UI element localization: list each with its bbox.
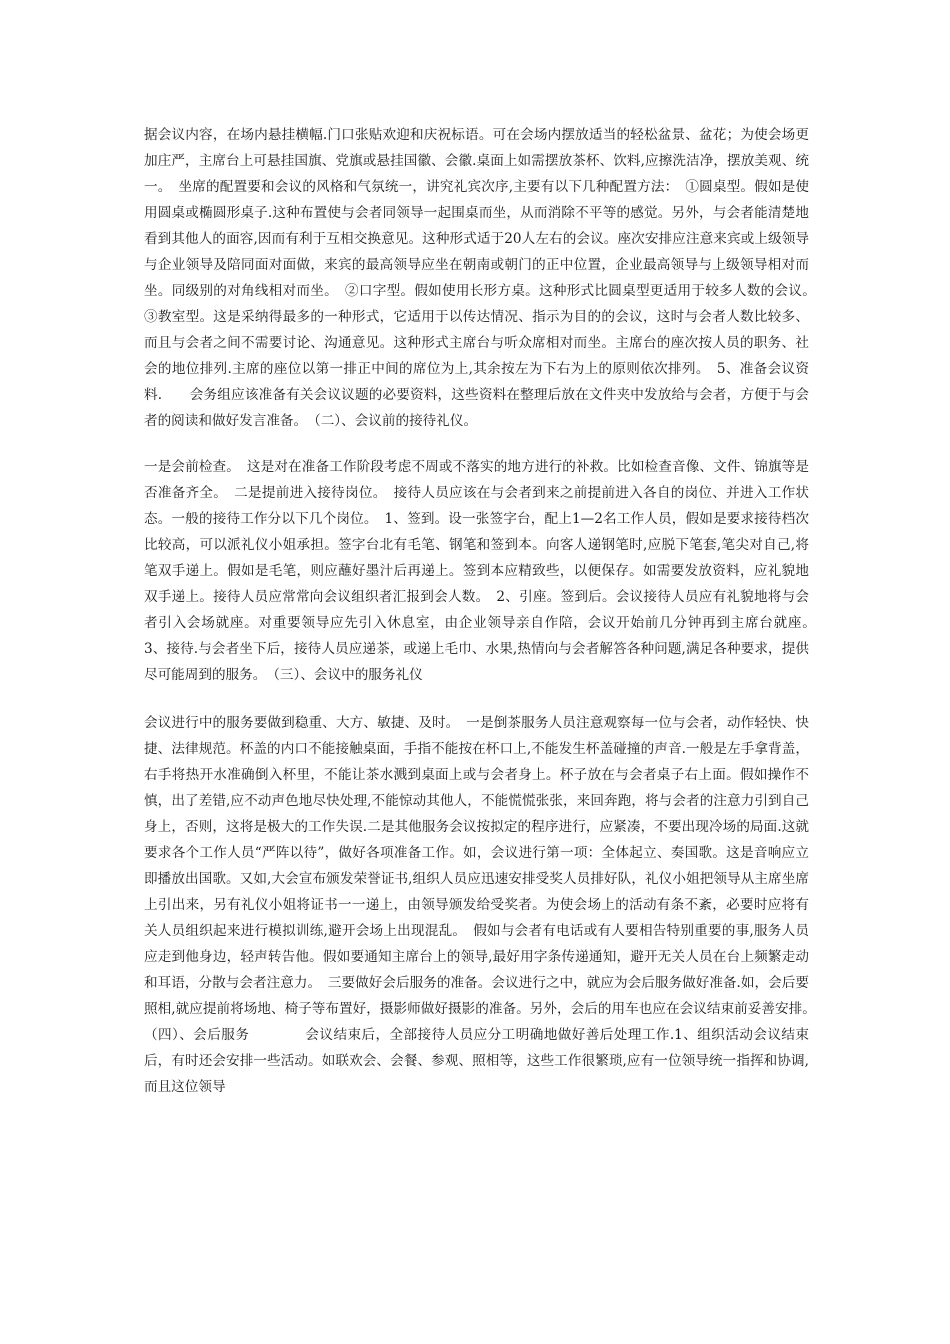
- paragraph-meeting-preparation: 据会议内容，在场内悬挂横幅.门口张贴欢迎和庆祝标语。可在会场内摆放适当的轻松盆景、盆花；为使会场更加庄严，主席台上可悬挂国旗、党旗或悬挂国徽、会徽.桌面上如需摆放茶杯、饮料,应擦洗洁净，摆放美观、统一。 坐席的配置要和会议的风格和气氛统一，讲究礼宾次序,主要有以下几种配置方法： ①圆桌型。假如是使用圆桌或椭圆形桌子.这种布置使与会者同领导一起围桌而坐，从而消除不平等的感觉。另外，与会者能清楚地看到其他人的面容,因而有利于互相交换意见。这种形式适于20人左右的会议。座次安排应注意来宾或上级领导与企业领导及陪同面对面做，来宾的最高领导应坐在朝南或朝门的正中位置，企业最高领导与上级领导相对而坐。同级别的对角线相对而坐。 ②口字型。假如使用长形方桌。这种形式比圆桌型更适用于较多人数的会议。 ③教室型。这是采纳得最多的一种形式，它适用于以传达情况、指示为目的的会议，这时与会者人数比较多、而且与会者之间不需要讨论、沟通意见。这种形式主席台与听众席相对而坐。主席台的座次按人员的职务、社会的地位排列.主席的座位以第一排正中间的席位为上,其余按左为下右为上的原则依次排列。 5、准备会议资料. 会务组应该准备有关会议议题的必要资料，这些资料在整理后放在文件夹中发放给与会者，方便于与会者的阅读和做好发言准备。 （二）、会议前的接待礼仪。: [144, 127, 823, 429]
- paragraph-spacer: [144, 434, 809, 454]
- document-page: [144, 122, 823, 1100]
- paragraph-in-meeting-service: 会议进行中的服务要做到稳重、大方、敏捷、及时。 一是倒茶服务人员注意观察每一位与会者，动作轻快、快捷、法律规范。杯盖的内口不能接触桌面，手指不能按在杯口上,不能发生杯盖碰撞的声音.一般是左手拿背盖，右手将热开水准确倒入杯里，不能让茶水溅到桌面上或与会者身上。杯子放在与会者桌子右上面。假如操作不慎，出了差错,应不动声色地尽快处理,不能惊动其他人，不能慌慌张张，来回奔跑，将与会者的注意力引到自己身上，否则，这将是极大的工作失误.二是其他服务会议按拟定的程序进行，应紧凑，不要出现冷场的局面.这就要求各个工作人员“严阵以待”，做好各项准备工作。如，会议进行第一项：全体起立、奏国歌。这是音响应立即播放出国歌。又如,大会宣布颁发荣誉证书,组织人员应迅速安排受奖人员排好队，礼仪小姐把领导从主席坐席上引出来，另有礼仪小姐将证书一一递上，由领导颁发给受奖者。为使会场上的活动有条不紊，必要时应将有关人员组织起来进行模拟训练,避开会场上出现混乱。 假如与会者有电话或有人要相告特别重要的事,服务人员应走到他身边，轻声转告他。假如要通知主席台上的领导,最好用字条传递通知，避开无关人员在台上频繁走动和耳语，分散与会者注意力。 三要做好会后服务的准备。会议进行之中，就应为会后服务做好准备.如，会后要照相,就应提前将场地、椅子等布置好，摄影师做好摄影的准备。另外，会后的用车也应在会议结束前妥善安排。 （四）、会后服务 会议结束后，全部接待人员应分工明确地做好善后处理工作.1、组织活动会议结束后，有时还会安排一些活动。如联欢会、会餐、参观、照相等，这些工作很繁琐,应有一位领导统一指挥和协调,而且这位领导: [144, 715, 823, 1095]
- paragraph-spacer: [144, 688, 809, 710]
- paragraph-pre-meeting-reception: 一是会前检查。 这是对在准备工作阶段考虑不周或不落实的地方进行的补救。比如检查音像、文件、锦旗等是否准备齐全。 二是提前进入接待岗位。 接待人员应该在与会者到来之前提前进入各自的岗位、并进入工作状态。一般的接待工作分以下几个岗位。 1、签到。设一张签字台，配上1—2名工作人员，假如是要求接待档次比较高，可以派礼仪小姐承担。签字台北有毛笔、钢笔和签到本。向客人递钢笔时,应脱下笔套,笔尖对自己,将笔双手递上。假如是毛笔，则应蘸好墨汁后再递上。签到本应精致些，以便保存。如需要发放资料，应礼貌地双手递上。接待人员应常常向会议组织者汇报到会人数。 2、引座。签到后。会议接待人员应有礼貌地将与会者引入会场就座。对重要领导应先引入休息室，由企业领导亲自作陪，会议开始前几分钟再到主席台就座。 3、接待.与会者坐下后，接待人员应递茶，或递上毛巾、水果,热情向与会者解答各种问题,满足各种要求，提供尽可能周到的服务。 （三）、会议中的服务礼仪: [144, 459, 823, 683]
